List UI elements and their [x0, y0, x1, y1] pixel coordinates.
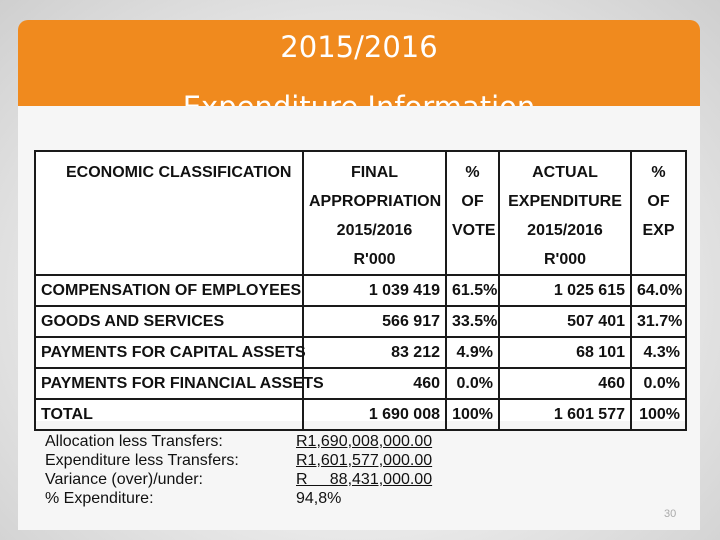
cell-pct-exp: 31.7%	[631, 306, 686, 337]
summary-value-expenditure: R1,601,577,000.00	[296, 452, 433, 469]
header-line: FINAL	[350, 164, 399, 181]
summary-value-pct-expenditure: 94,8%	[296, 490, 342, 507]
summary-label-expenditure: Expenditure less Transfers:	[45, 452, 239, 469]
header-line: R'000	[353, 251, 396, 268]
cell-appropriation: 83 212	[303, 337, 446, 368]
cell-classification: PAYMENTS FOR FINANCIAL ASSETS	[35, 368, 303, 399]
cell-pct-exp: 0.0%	[631, 368, 686, 399]
table-row	[35, 275, 686, 306]
table-row	[35, 337, 686, 368]
cell-expenditure: 460	[499, 368, 631, 399]
header-line: %	[465, 164, 480, 181]
summary-label-pct-expenditure: % Expenditure:	[45, 490, 154, 507]
header-line: OF	[461, 193, 484, 210]
table-row	[35, 368, 686, 399]
expenditure-table	[34, 150, 687, 431]
table-total-row	[35, 399, 686, 430]
summary-value-variance: R 88,431,000.00	[296, 471, 433, 488]
summary-value-allocation: R1,690,008,000.00	[296, 433, 433, 450]
cell-pct-vote: 0.0%	[446, 368, 499, 399]
header-line: ACTUAL	[532, 164, 598, 181]
cell-total-expenditure: 1 601 577	[499, 399, 631, 430]
cell-appropriation: 1 039 419	[303, 275, 446, 306]
header-pct-of-vote	[446, 151, 499, 275]
cell-total-label: TOTAL	[35, 399, 303, 430]
cell-pct-vote: 61.5%	[446, 275, 499, 306]
slide-title-line-1: 2015/2016	[280, 30, 438, 64]
cell-expenditure: 507 401	[499, 306, 631, 337]
summary-label-variance: Variance (over)/under:	[45, 471, 203, 488]
cell-appropriation: 460	[303, 368, 446, 399]
header-economic-classification: ECONOMIC CLASSIFICATION	[35, 151, 303, 275]
cell-classification: PAYMENTS FOR CAPITAL ASSETS	[35, 337, 303, 368]
header-line: VOTE	[452, 222, 496, 239]
cell-pct-vote: 4.9%	[446, 337, 499, 368]
header-line: EXPENDITURE	[508, 193, 622, 210]
header-final-appropriation	[303, 151, 446, 275]
page-number: 30	[664, 508, 677, 520]
table-row	[35, 306, 686, 337]
table-header-row	[35, 151, 686, 275]
cell-total-appropriation: 1 690 008	[303, 399, 446, 430]
cell-total-pct-vote: 100%	[446, 399, 499, 430]
header-line: APPROPRIATION	[309, 193, 442, 210]
cell-total-pct-exp: 100%	[631, 399, 686, 430]
cell-expenditure: 1 025 615	[499, 275, 631, 306]
header-line: 2015/2016	[336, 222, 413, 239]
header-line: 2015/2016	[527, 222, 603, 239]
cell-classification: GOODS AND SERVICES	[35, 306, 303, 337]
title-band	[18, 20, 700, 106]
cell-pct-vote: 33.5%	[446, 306, 499, 337]
header-actual-expenditure	[499, 151, 631, 275]
expenditure-table-container	[34, 150, 685, 421]
cell-classification: COMPENSATION OF EMPLOYEES	[35, 275, 303, 306]
summary-label-allocation: Allocation less Transfers:	[45, 433, 223, 450]
header-pct-of-exp	[631, 151, 686, 275]
header-line: %	[651, 164, 666, 181]
cell-appropriation: 566 917	[303, 306, 446, 337]
header-line: EXP	[642, 222, 675, 239]
header-line: OF	[647, 193, 670, 210]
cell-expenditure: 68 101	[499, 337, 631, 368]
cell-pct-exp: 4.3%	[631, 337, 686, 368]
header-line: R'000	[543, 251, 587, 268]
cell-pct-exp: 64.0%	[631, 275, 686, 306]
